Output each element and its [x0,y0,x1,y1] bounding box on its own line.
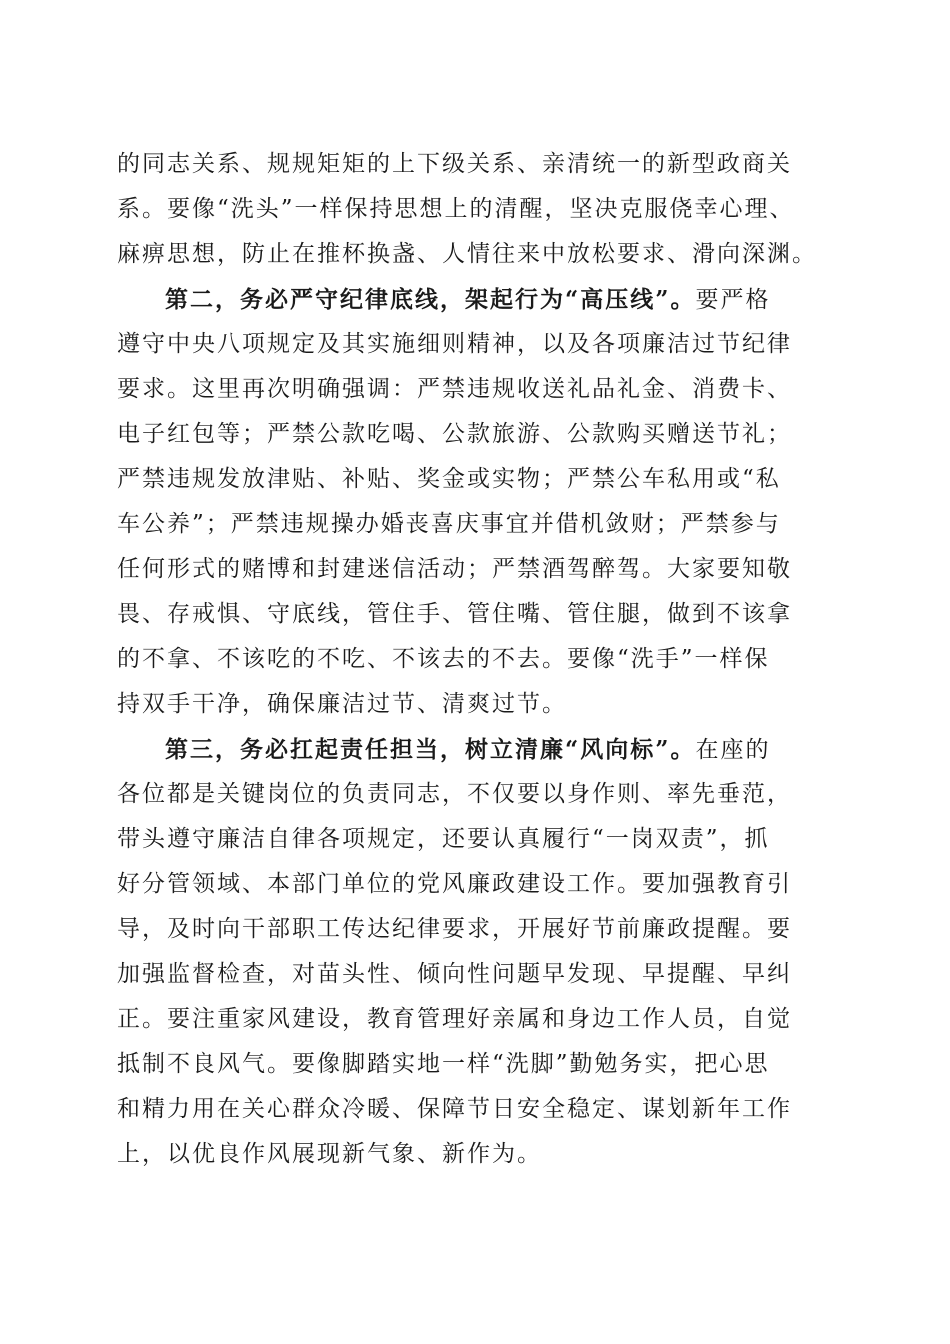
paragraph-1 [117,142,833,277]
paragraph-line: 电子红包等；严禁公款吃喝、公款旅游、公款购买赠送节礼； [117,421,792,447]
document-body [117,142,833,1177]
paragraph-line: 的不拿、不该吃的不吃、不该去的不去。要像“洗手”一样保 [117,646,770,672]
paragraph-heading: 第三，务必扛起责任担当，树立清廉“风向标”。 [165,736,696,763]
paragraph-line: 上，以优良作风展现新气象、新作为。 [117,1141,542,1167]
paragraph-heading: 第二，务必严守纪律底线，架起行为“高压线”。 [165,286,696,313]
paragraph-line: 带头遵守廉洁自律各项规定，还要认真履行“一岗双责”，抓 [117,826,770,852]
paragraph-line: 要求。这里再次明确强调：严禁违规收送礼品礼金、消费卡、 [117,376,792,402]
paragraph-line: 好分管领域、本部门单位的党风廉政建设工作。要加强教育引 [117,871,792,897]
paragraph-2 [117,277,833,727]
paragraph-line: 各位都是关键岗位的负责同志，不仅要以身作则、率先垂范， [117,781,792,807]
paragraph-first-line [117,727,833,772]
paragraph-line: 畏、存戒惧、守底线，管住手、管住嘴、管住腿，做到不该拿 [117,601,792,627]
paragraph-3 [117,727,833,1177]
paragraph-first-line [117,277,833,322]
paragraph-line: 严禁违规发放津贴、补贴、奖金或实物；严禁公车私用或“私 [117,466,781,492]
paragraph-line: 正。要注重家风建设，教育管理好亲属和身边工作人员，自觉 [117,1006,792,1032]
paragraph-line: 加强监督检查，对苗头性、倾向性问题早发现、早提醒、早纠 [117,961,792,987]
paragraph-line: 遵守中央八项规定及其实施细则精神，以及各项廉洁过节纪律 [117,331,792,357]
paragraph-line: 和精力用在关心群众冷暖、保障节日安全稳定、谋划新年工作 [117,1096,792,1122]
paragraph-line: 导，及时向干部职工传达纪律要求，开展好节前廉政提醒。要 [117,916,792,942]
paragraph-line: 持双手干净，确保廉洁过节、清爽过节。 [117,691,567,717]
paragraph-line: 系。要像“洗头”一样保持思想上的清醒，坚决克服侥幸心理、 [117,196,795,222]
paragraph-line: 抵制不良风气。要像脚踏实地一样“洗脚”勤勉务实，把心思 [117,1051,770,1077]
paragraph-line: 任何形式的赌博和封建迷信活动；严禁酒驾醉驾。大家要知敬 [117,556,792,582]
paragraph-line: 的同志关系、规规矩矩的上下级关系、亲清统一的新型政商关 [117,151,792,177]
paragraph-line: 车公养”；严禁违规操办婚丧喜庆事宜并借机敛财；严禁参与 [117,511,781,537]
paragraph-line: 麻痹思想，防止在推杯换盏、人情往来中放松要求、滑向深渊。 [117,241,817,267]
paragraph-text: 在座的 [695,737,771,763]
paragraph-text: 要严格 [695,287,771,313]
